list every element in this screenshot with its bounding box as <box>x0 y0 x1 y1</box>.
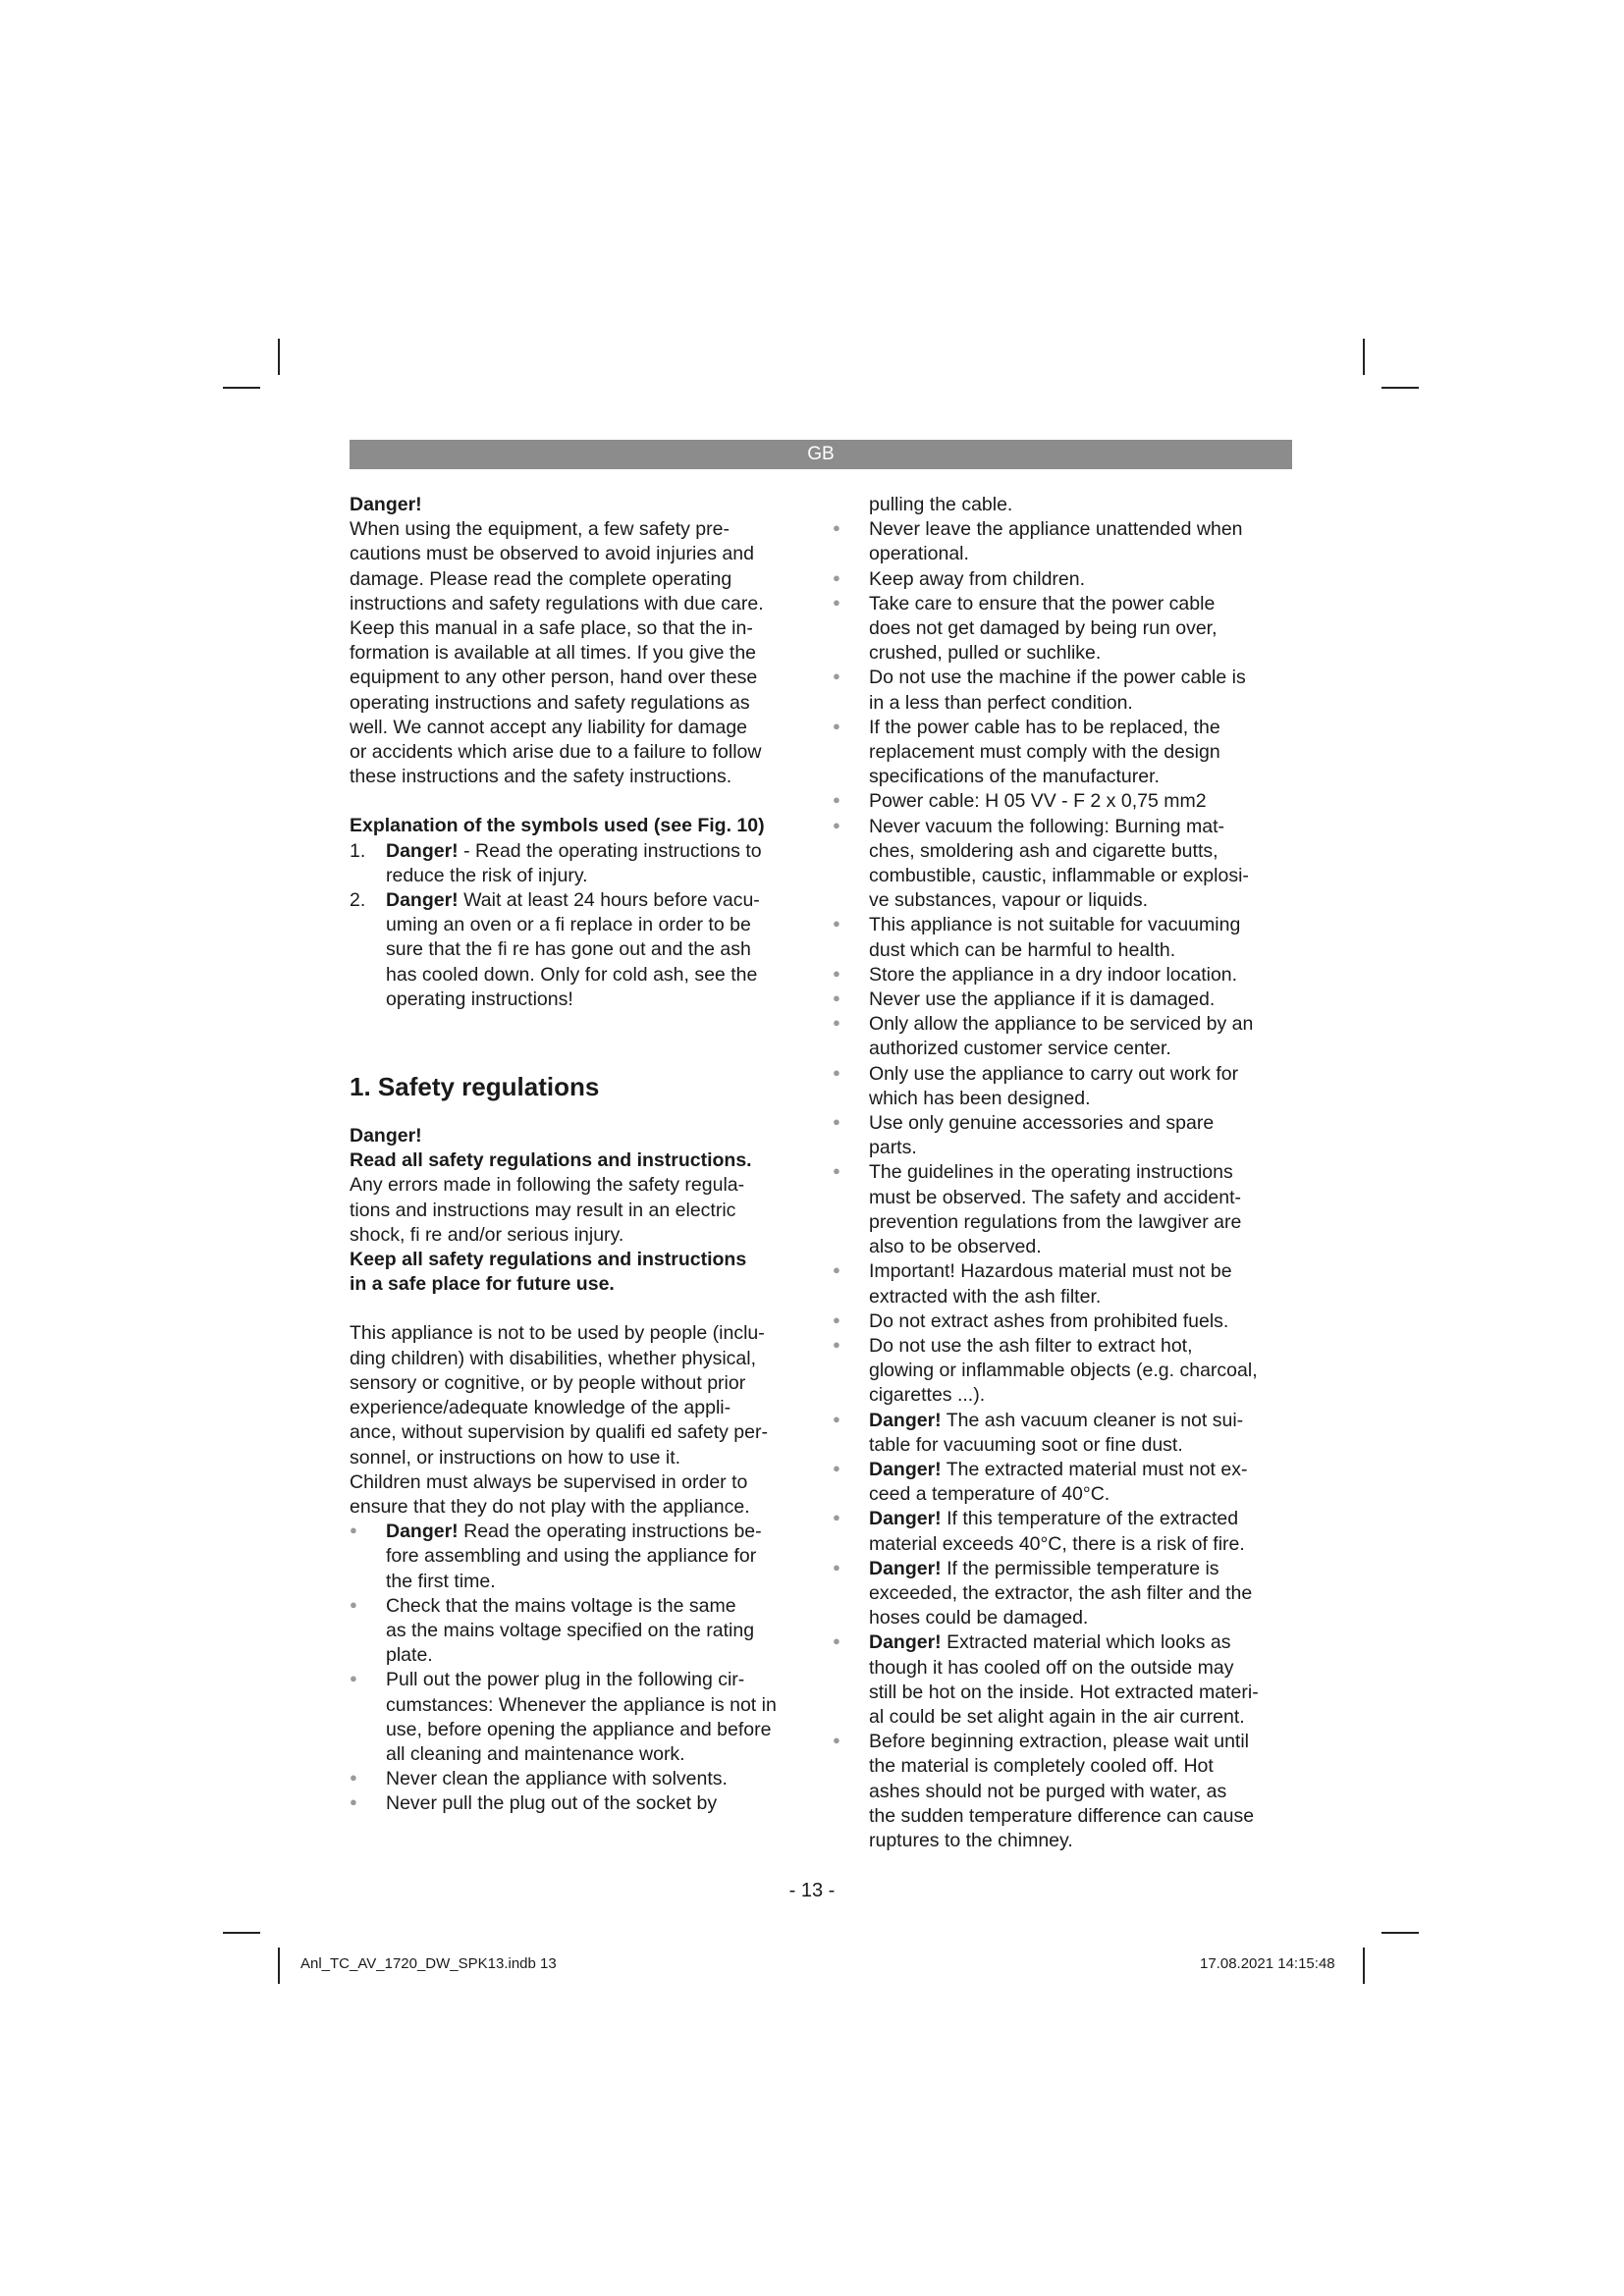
item-number: 1. <box>350 839 366 862</box>
text-line: crushed, pulled or suchlike. <box>869 642 1102 665</box>
text-line: ● Never leave the appliance unattended when <box>869 518 1243 541</box>
text-line: uming an oven or a fi replace in order to be <box>386 914 751 936</box>
text-line: or accidents which arise due to a failure to follow <box>350 741 762 764</box>
text-line: still be hot on the inside. Hot extracted materi- <box>869 1681 1259 1703</box>
text-line: ● Do not use the ash filter to extract hot, <box>869 1334 1193 1357</box>
text-line: has cooled down. Only for cold ash, see the <box>386 963 758 986</box>
list-item <box>833 1458 1294 1507</box>
text-line: The extracted material must not ex- <box>941 1458 1248 1480</box>
text-line: experience/adequate knowledge of the appli- <box>350 1397 731 1419</box>
text-line: ● Important! Hazardous material must not be <box>869 1260 1232 1283</box>
list-item <box>833 517 1294 566</box>
text-line: cautions must be observed to avoid injuries and <box>350 543 754 565</box>
crop-mark <box>1363 339 1365 375</box>
list-item <box>350 1767 811 1791</box>
danger-label: Danger! <box>869 1508 942 1530</box>
text-line: ● Only allow the appliance to be serviced by an <box>869 1013 1254 1036</box>
errors-paragraph <box>350 1173 811 1248</box>
section-heading: 1. Safety regulations <box>350 1072 600 1102</box>
text-line: Children must always be supervised in order to <box>350 1470 748 1493</box>
text-line: sensory or cognitive, or by people without prior <box>350 1371 746 1394</box>
text-line: This appliance is not to be used by people (inclu- <box>350 1322 765 1345</box>
footer-filename: Anl_TC_AV_1720_DW_SPK13.indb 13 <box>300 1955 557 1972</box>
text-line: table for vacuuming soot or fine dust. <box>869 1433 1183 1456</box>
text-line: ● Never vacuum the following: Burning mat- <box>869 815 1224 837</box>
crop-mark <box>223 387 260 389</box>
list-item <box>833 913 1294 962</box>
text-line: ● Never pull the plug out of the socket by <box>386 1792 718 1815</box>
text-line: cumstances: Whenever the appliance is not in <box>386 1693 777 1716</box>
list-item <box>833 1409 1294 1458</box>
text-line: sure that the fi re has gone out and the ash <box>386 938 751 961</box>
continuation-line: pulling the cable. <box>869 494 1013 515</box>
list-item <box>833 1630 1294 1730</box>
text-line: in a safe place for future use. <box>350 1273 615 1296</box>
danger-heading: Danger! <box>350 1125 422 1148</box>
text-line: the sudden temperature difference can cause <box>869 1804 1255 1827</box>
text-line: ● Use only genuine accessories and spare <box>869 1112 1215 1135</box>
text-line: formation is available at all times. If you give the <box>350 642 757 665</box>
text-line: ● The guidelines in the operating instructions <box>869 1161 1233 1184</box>
text-line: ● Never use the appliance if it is damaged. <box>869 988 1216 1011</box>
list-item <box>833 1259 1294 1308</box>
text-line: When using the equipment, a few safety pre- <box>350 518 730 541</box>
list-item <box>833 815 1294 914</box>
text-line: must be observed. The safety and accident- <box>869 1186 1242 1208</box>
text-line: ● Keep away from children. <box>869 567 1086 590</box>
text-line: - Read the operating instructions to <box>458 839 762 862</box>
list-item <box>350 1791 811 1816</box>
text-line: the first time. <box>386 1570 496 1592</box>
list-item <box>350 1594 811 1669</box>
text-line: all cleaning and maintenance work. <box>386 1742 685 1765</box>
text-line: ● Take care to ensure that the power cable <box>869 592 1216 614</box>
text-line: use, before opening the appliance and before <box>386 1718 772 1740</box>
text-line: al could be set alight again in the air current. <box>869 1705 1245 1728</box>
danger-label: Danger! <box>869 1409 942 1431</box>
list-item <box>350 839 811 888</box>
text-line: ashes should not be purged with water, as <box>869 1780 1227 1802</box>
text-line: also to be observed. <box>869 1236 1042 1258</box>
text-line: ● Do not use the machine if the power cable is <box>869 667 1246 689</box>
crop-mark <box>1363 1948 1365 1984</box>
text-line: though it has cooled off on the outside may <box>869 1656 1234 1679</box>
text-line: exceeded, the extractor, the ash filter and the <box>869 1581 1253 1604</box>
text-line: specifications of the manufacturer. <box>869 766 1160 788</box>
text-line: authorized customer service center. <box>869 1038 1171 1060</box>
safety-bullet-list-left <box>350 1520 811 1816</box>
text-line: If this temperature of the extracted <box>941 1508 1239 1530</box>
list-item <box>350 1520 811 1594</box>
list-item <box>833 1507 1294 1556</box>
text-line: extracted with the ash filter. <box>869 1285 1102 1308</box>
list-item <box>833 963 1294 988</box>
text-line: The ash vacuum cleaner is not sui- <box>941 1409 1244 1431</box>
list-item <box>833 1334 1294 1409</box>
danger-label: Danger! <box>869 1458 942 1480</box>
list-item <box>833 716 1294 790</box>
text-line: ches, smoldering ash and cigarette butts, <box>869 839 1218 862</box>
text-line: ve substances, vapour or liquids. <box>869 889 1148 912</box>
text-line: fore assembling and using the appliance for <box>386 1545 757 1568</box>
text-line: replacement must comply with the design <box>869 741 1220 764</box>
left-column <box>350 493 811 1817</box>
text-line: does not get damaged by being run over, <box>869 617 1218 640</box>
text-line: ● Power cable: H 05 VV - F 2 x 0,75 mm2 <box>869 790 1207 813</box>
danger-label: Danger! <box>386 839 459 862</box>
text-line: Wait at least 24 hours before vacu- <box>458 889 760 912</box>
text-line: damage. Please read the complete operating <box>350 567 732 590</box>
text-line: ● Do not extract ashes from prohibited fuels. <box>869 1309 1229 1332</box>
text-line: operating instructions! <box>386 988 573 1010</box>
text-line: instructions and safety regulations with due care. <box>350 592 764 614</box>
list-item <box>833 1730 1294 1853</box>
text-line: shock, fi re and/or serious injury. <box>350 1223 624 1246</box>
text-line: material exceeds 40°C, there is a risk of fire. <box>869 1532 1245 1555</box>
text-line: ● Pull out the power plug in the following cir- <box>386 1669 745 1691</box>
text-line: operational. <box>869 543 969 565</box>
text-line: ruptures to the chimney. <box>869 1829 1073 1851</box>
safety-bullet-list-right <box>833 517 1294 1853</box>
text-line: Any errors made in following the safety regula- <box>350 1174 745 1197</box>
text-line: ● Store the appliance in a dry indoor location. <box>869 963 1238 986</box>
text-line: hoses could be damaged. <box>869 1607 1089 1629</box>
danger-label: Danger! <box>386 1521 459 1543</box>
right-column <box>833 493 1294 1853</box>
text-line: If the permissible temperature is <box>941 1557 1219 1579</box>
text-line: as the mains voltage specified on the rating <box>386 1619 755 1641</box>
list-item <box>833 592 1294 667</box>
text-line: glowing or inflammable objects (e.g. charcoal, <box>869 1360 1258 1382</box>
symbols-list <box>350 839 811 1012</box>
text-line: ● Never clean the appliance with solvents. <box>386 1768 728 1790</box>
text-line: tions and instructions may result in an electric <box>350 1199 736 1221</box>
text-line: dust which can be harmful to health. <box>869 938 1176 961</box>
item-number: 2. <box>350 889 366 912</box>
list-item <box>833 1309 1294 1334</box>
read-all-heading: Read all safety regulations and instructions. <box>350 1149 752 1172</box>
text-line: Keep this manual in a safe place, so that the in- <box>350 617 753 640</box>
danger-label: Danger! <box>386 889 459 912</box>
text-line: which has been designed. <box>869 1087 1091 1109</box>
list-item <box>833 567 1294 592</box>
keep-paragraph <box>350 1248 811 1297</box>
crop-mark <box>278 339 280 375</box>
intro-title: Danger! <box>350 494 422 515</box>
footer-datetime: 17.08.2021 14:15:48 <box>1200 1955 1335 1972</box>
text-line: ● Before beginning extraction, please wait until <box>869 1731 1249 1753</box>
text-line: cigarettes ...). <box>869 1384 986 1407</box>
language-code: GB <box>807 444 835 464</box>
text-line: ding children) with disabilities, whether physical, <box>350 1347 757 1369</box>
text-line: operating instructions and safety regulations as <box>350 691 750 714</box>
list-item <box>833 666 1294 715</box>
danger-label: Danger! <box>869 1557 942 1579</box>
text-line: prevention regulations from the lawgiver are <box>869 1210 1242 1233</box>
intro-paragraph <box>350 517 811 789</box>
text-line: ance, without supervision by qualifi ed safety per- <box>350 1421 768 1444</box>
page-number: - 13 - <box>788 1880 836 1901</box>
text-line: well. We cannot accept any liability for damage <box>350 716 748 738</box>
list-item <box>350 1668 811 1767</box>
text-line: ● Check that the mains voltage is the same <box>386 1594 736 1617</box>
text-line: plate. <box>386 1644 433 1667</box>
symbols-heading: Explanation of the symbols used (see Fig. 10) <box>350 815 765 837</box>
text-line: ● If the power cable has to be replaced, the <box>869 716 1220 738</box>
list-item <box>833 789 1294 814</box>
text-line: equipment to any other person, hand over these <box>350 667 758 689</box>
list-item <box>350 888 811 1012</box>
text-line: sonnel, or instructions on how to use it. <box>350 1446 681 1468</box>
list-item <box>833 1111 1294 1160</box>
text-line: these instructions and the safety instructions. <box>350 766 732 788</box>
list-item <box>833 1160 1294 1259</box>
crop-mark <box>278 1948 280 1984</box>
text-line: Read the operating instructions be- <box>458 1521 762 1543</box>
crop-mark <box>1381 387 1419 389</box>
crop-mark <box>1381 1932 1419 1934</box>
language-header-bar <box>350 440 1292 469</box>
danger-label: Danger! <box>869 1631 942 1654</box>
text-line: ensure that they do not play with the appliance. <box>350 1495 750 1518</box>
text-line: the material is completely cooled off. Hot <box>869 1755 1214 1778</box>
people-paragraph <box>350 1321 811 1520</box>
list-item <box>833 1557 1294 1631</box>
crop-mark <box>223 1932 260 1934</box>
text-line: parts. <box>869 1137 917 1159</box>
text-line: ceed a temperature of 40°C. <box>869 1483 1110 1506</box>
text-line: Extracted material which looks as <box>941 1631 1231 1654</box>
text-line: Keep all safety regulations and instructions <box>350 1249 747 1271</box>
list-item <box>833 1012 1294 1061</box>
list-item <box>833 1062 1294 1111</box>
text-line: ● Only use the appliance to carry out work for <box>869 1062 1239 1085</box>
list-item <box>833 988 1294 1012</box>
text-line: ● This appliance is not suitable for vacuuming <box>869 914 1241 936</box>
text-line: in a less than perfect condition. <box>869 691 1133 714</box>
text-line: combustible, caustic, inflammable or explosi- <box>869 865 1249 887</box>
text-line: reduce the risk of injury. <box>386 864 588 886</box>
